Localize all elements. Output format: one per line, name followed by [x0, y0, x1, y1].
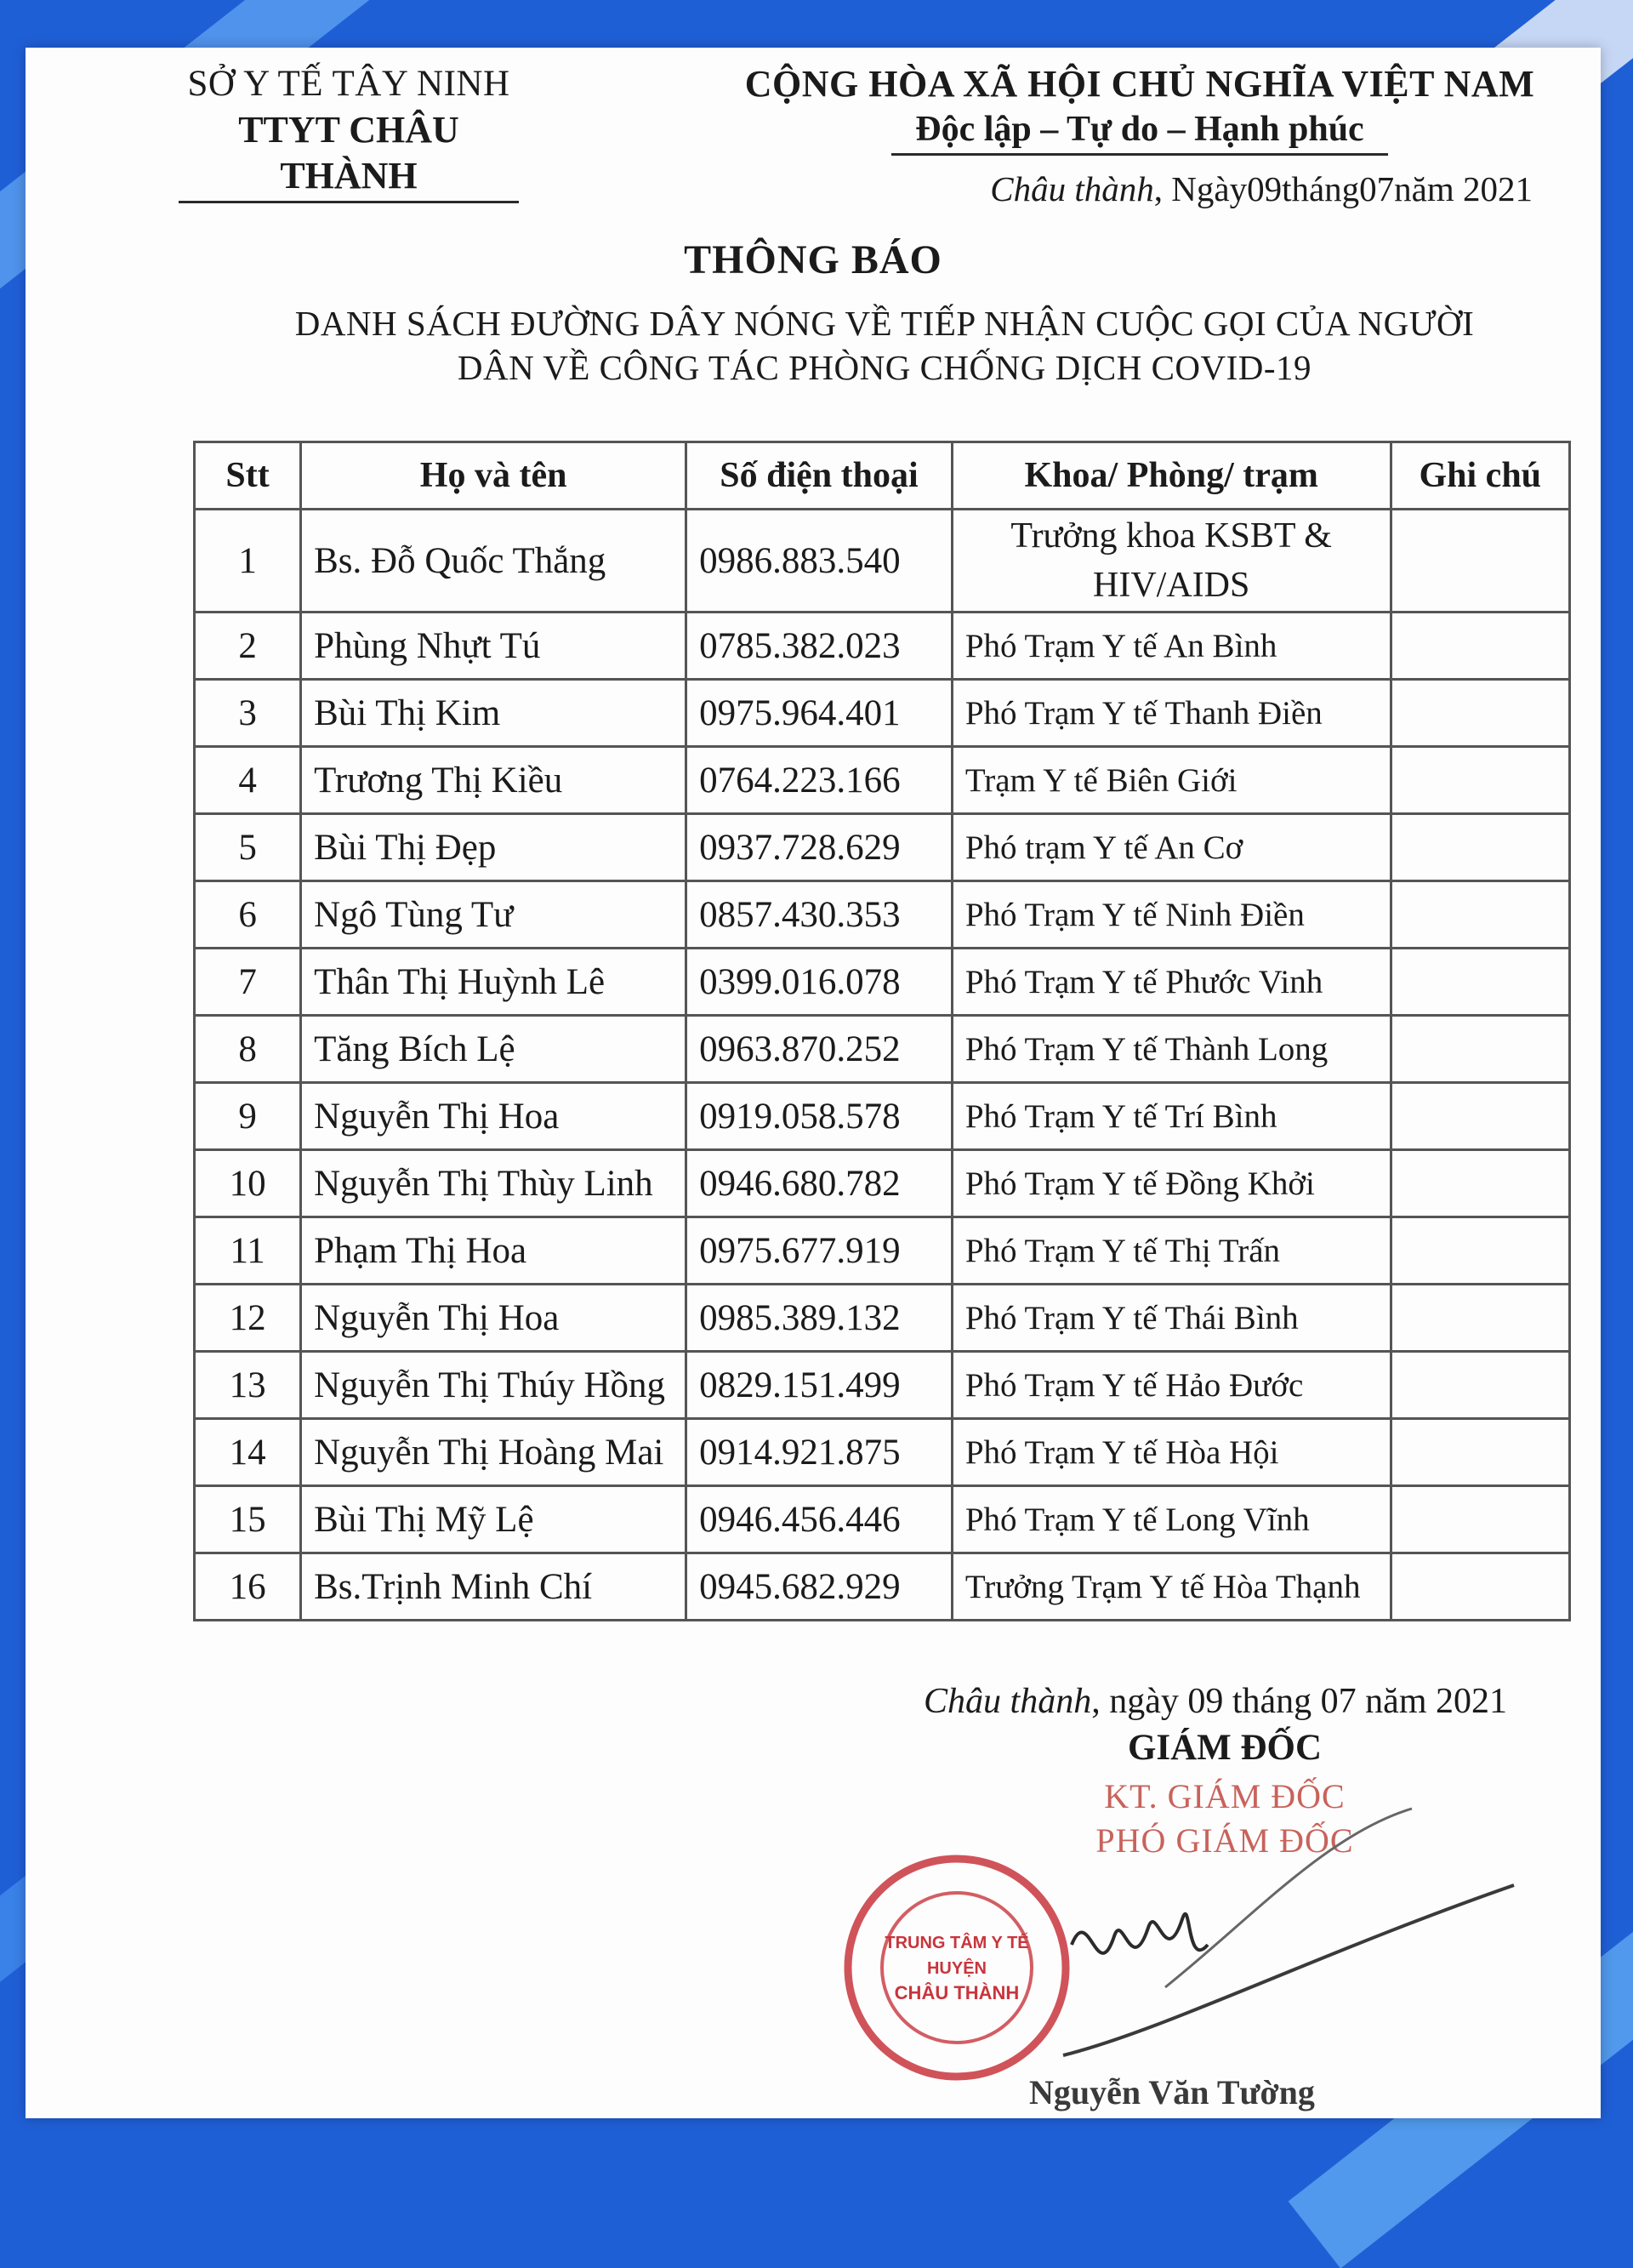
row-name: Bs.Trịnh Minh Chí: [301, 1553, 686, 1621]
table-row: [195, 747, 1570, 814]
row-name: Nguyễn Thị Thùy Linh: [301, 1150, 686, 1217]
row-stt: 15: [195, 1486, 301, 1553]
agency-name: SỞ Y TẾ TÂY NINH: [187, 64, 510, 104]
row-note: [1391, 747, 1569, 814]
svg-text:TRUNG TÂM Y TẾ: TRUNG TÂM Y TẾ: [885, 1934, 1029, 1952]
row-department: Phó Trạm Y tế Thái Bình: [952, 1285, 1391, 1352]
nation-name: CỘNG HÒA XÃ HỘI CHỦ NGHĨA VIỆT NAM: [744, 63, 1535, 105]
row-name: Ngô Tùng Tư: [301, 881, 686, 949]
row-department: Phó Trạm Y tế Trí Bình: [952, 1083, 1391, 1150]
column-header-name: Họ và tên: [301, 442, 686, 510]
signer-title: GIÁM ĐỐC: [1127, 1728, 1323, 1768]
column-header-phone: Số điện thoại: [686, 442, 953, 510]
row-department: Trưởng Trạm Y tế Hòa Thạnh: [952, 1553, 1391, 1621]
row-department: Phó Trạm Y tế Thanh Điền: [952, 680, 1391, 747]
row-department: Phó Trạm Y tế Thị Trấn: [952, 1217, 1391, 1285]
document-title: THÔNG BÁO: [684, 237, 942, 282]
table-row: [195, 949, 1570, 1016]
row-name: Trương Thị Kiều: [301, 747, 686, 814]
row-note: [1391, 1553, 1569, 1621]
row-stt: 4: [195, 747, 301, 814]
table-row: [195, 613, 1570, 680]
svg-text:HUYỆN: HUYỆN: [926, 1959, 987, 1978]
row-phone: 0946.680.782: [686, 1150, 953, 1217]
row-note: [1391, 1285, 1569, 1352]
date-place: Châu thành: [990, 169, 1154, 208]
row-phone: 0963.870.252: [686, 1016, 953, 1083]
row-note: [1391, 613, 1569, 680]
table-row: [195, 1083, 1570, 1150]
row-note: [1391, 881, 1569, 949]
row-name: Bùi Thị Đẹp: [301, 814, 686, 881]
row-name: Phạm Thị Hoa: [301, 1217, 686, 1285]
row-note: [1391, 1150, 1569, 1217]
table-row: [195, 1352, 1570, 1419]
row-stt: 6: [195, 881, 301, 949]
row-name: Thân Thị Huỳnh Lê: [301, 949, 686, 1016]
kt-line-2: PHÓ GIÁM ĐỐC: [1095, 1821, 1354, 1860]
row-stt: 5: [195, 814, 301, 881]
row-department: Phó Trạm Y tế An Bình: [952, 613, 1391, 680]
row-phone: 0985.389.132: [686, 1285, 953, 1352]
row-name: Bùi Thị Mỹ Lệ: [301, 1486, 686, 1553]
row-note: [1391, 1419, 1569, 1486]
row-name: Phùng Nhựt Tú: [301, 613, 686, 680]
signer-name: Nguyễn Văn Tường: [1029, 2073, 1315, 2111]
row-phone: 0914.921.875: [686, 1419, 953, 1486]
handwritten-signature-icon: [1038, 1775, 1565, 2115]
national-motto: Độc lập – Tự do – Hạnh phúc: [891, 107, 1387, 156]
subtitle-line-2: DÂN VỀ CÔNG TÁC PHÒNG CHỐNG DỊCH COVID-19: [457, 348, 1312, 387]
row-phone: 0975.677.919: [686, 1217, 953, 1285]
row-stt: 9: [195, 1083, 301, 1150]
row-name: Nguyễn Thị Hoa: [301, 1083, 686, 1150]
table-row: [195, 1553, 1570, 1621]
document-page: [26, 48, 1601, 2118]
row-note: [1391, 1083, 1569, 1150]
row-department: Phó Trạm Y tế Hòa Hội: [952, 1419, 1391, 1486]
row-note: [1391, 1016, 1569, 1083]
row-phone: 0937.728.629: [686, 814, 953, 881]
table-row: [195, 1016, 1570, 1083]
column-header-stt: Stt: [195, 442, 301, 510]
row-phone: 0945.682.929: [686, 1553, 953, 1621]
row-name: Nguyễn Thị Thúy Hồng: [301, 1352, 686, 1419]
row-note: [1391, 510, 1569, 613]
table-row: [195, 814, 1570, 881]
row-phone: 0986.883.540: [686, 510, 953, 613]
column-header-department: Khoa/ Phòng/ trạm: [952, 442, 1391, 510]
row-stt: 8: [195, 1016, 301, 1083]
row-phone: 0764.223.166: [686, 747, 953, 814]
row-stt: 1: [195, 510, 301, 613]
row-stt: 12: [195, 1285, 301, 1352]
row-department: Phó Trạm Y tế Long Vĩnh: [952, 1486, 1391, 1553]
row-phone: 0829.151.499: [686, 1352, 953, 1419]
document-date: [990, 168, 1533, 209]
row-name: Bs. Đỗ Quốc Thắng: [301, 510, 686, 613]
column-header-note: Ghi chú: [1391, 442, 1569, 510]
date-text: , Ngày09tháng07năm 2021: [1153, 169, 1533, 208]
hotline-table: [193, 441, 1571, 1621]
row-stt: 11: [195, 1217, 301, 1285]
table-row: [195, 510, 1570, 613]
row-stt: 7: [195, 949, 301, 1016]
row-name: Nguyễn Thị Hoa: [301, 1285, 686, 1352]
signing-date-text: , ngày 09 tháng 07 năm 2021: [1091, 1682, 1507, 1721]
row-stt: 3: [195, 680, 301, 747]
document-subtitle: [162, 301, 1601, 390]
center-name: TTYT CHÂU THÀNH: [179, 107, 519, 203]
row-phone: 0785.382.023: [686, 613, 953, 680]
row-phone: 0857.430.353: [686, 881, 953, 949]
national-header: [706, 61, 1573, 156]
table-row: [195, 680, 1570, 747]
row-name: Nguyễn Thị Hoàng Mai: [301, 1419, 686, 1486]
table-row: [195, 1150, 1570, 1217]
row-note: [1391, 1352, 1569, 1419]
row-phone: 0946.456.446: [686, 1486, 953, 1553]
table-row: [195, 881, 1570, 949]
row-stt: 10: [195, 1150, 301, 1217]
row-name: Tăng Bích Lệ: [301, 1016, 686, 1083]
row-phone: 0975.964.401: [686, 680, 953, 747]
row-phone: 0919.058.578: [686, 1083, 953, 1150]
table-row: [195, 1285, 1570, 1352]
table-row: [195, 1419, 1570, 1486]
row-department: Phó Trạm Y tế Đồng Khởi: [952, 1150, 1391, 1217]
row-name: Bùi Thị Kim: [301, 680, 686, 747]
signing-date: [924, 1681, 1507, 1722]
row-note: [1391, 1217, 1569, 1285]
row-note: [1391, 814, 1569, 881]
issuer-block: [179, 61, 519, 203]
row-department: Phó Trạm Y tế Thành Long: [952, 1016, 1391, 1083]
row-stt: 14: [195, 1419, 301, 1486]
row-phone: 0399.016.078: [686, 949, 953, 1016]
row-department: Trưởng khoa KSBT & HIV/AIDS: [952, 510, 1391, 613]
row-department: Phó trạm Y tế An Cơ: [952, 814, 1391, 881]
row-stt: 13: [195, 1352, 301, 1419]
table-row: [195, 1217, 1570, 1285]
row-department: Phó Trạm Y tế Hảo Đước: [952, 1352, 1391, 1419]
kt-line-1: KT. GIÁM ĐỐC: [1104, 1777, 1346, 1815]
row-stt: 2: [195, 613, 301, 680]
subtitle-line-1: DANH SÁCH ĐƯỜNG DÂY NÓNG VỀ TIẾP NHẬN CUỘC GỌI CỦA NGƯỜI: [294, 304, 1475, 343]
row-department: Trạm Y tế Biên Giới: [952, 747, 1391, 814]
table-header-row: [195, 442, 1570, 510]
row-department: Phó Trạm Y tế Ninh Điền: [952, 881, 1391, 949]
row-note: [1391, 680, 1569, 747]
row-department: Phó Trạm Y tế Phước Vinh: [952, 949, 1391, 1016]
row-note: [1391, 949, 1569, 1016]
signing-place: Châu thành: [924, 1682, 1092, 1721]
row-stt: 16: [195, 1553, 301, 1621]
row-note: [1391, 1486, 1569, 1553]
svg-text:CHÂU THÀNH: CHÂU THÀNH: [894, 1982, 1020, 2003]
table-row: [195, 1486, 1570, 1553]
